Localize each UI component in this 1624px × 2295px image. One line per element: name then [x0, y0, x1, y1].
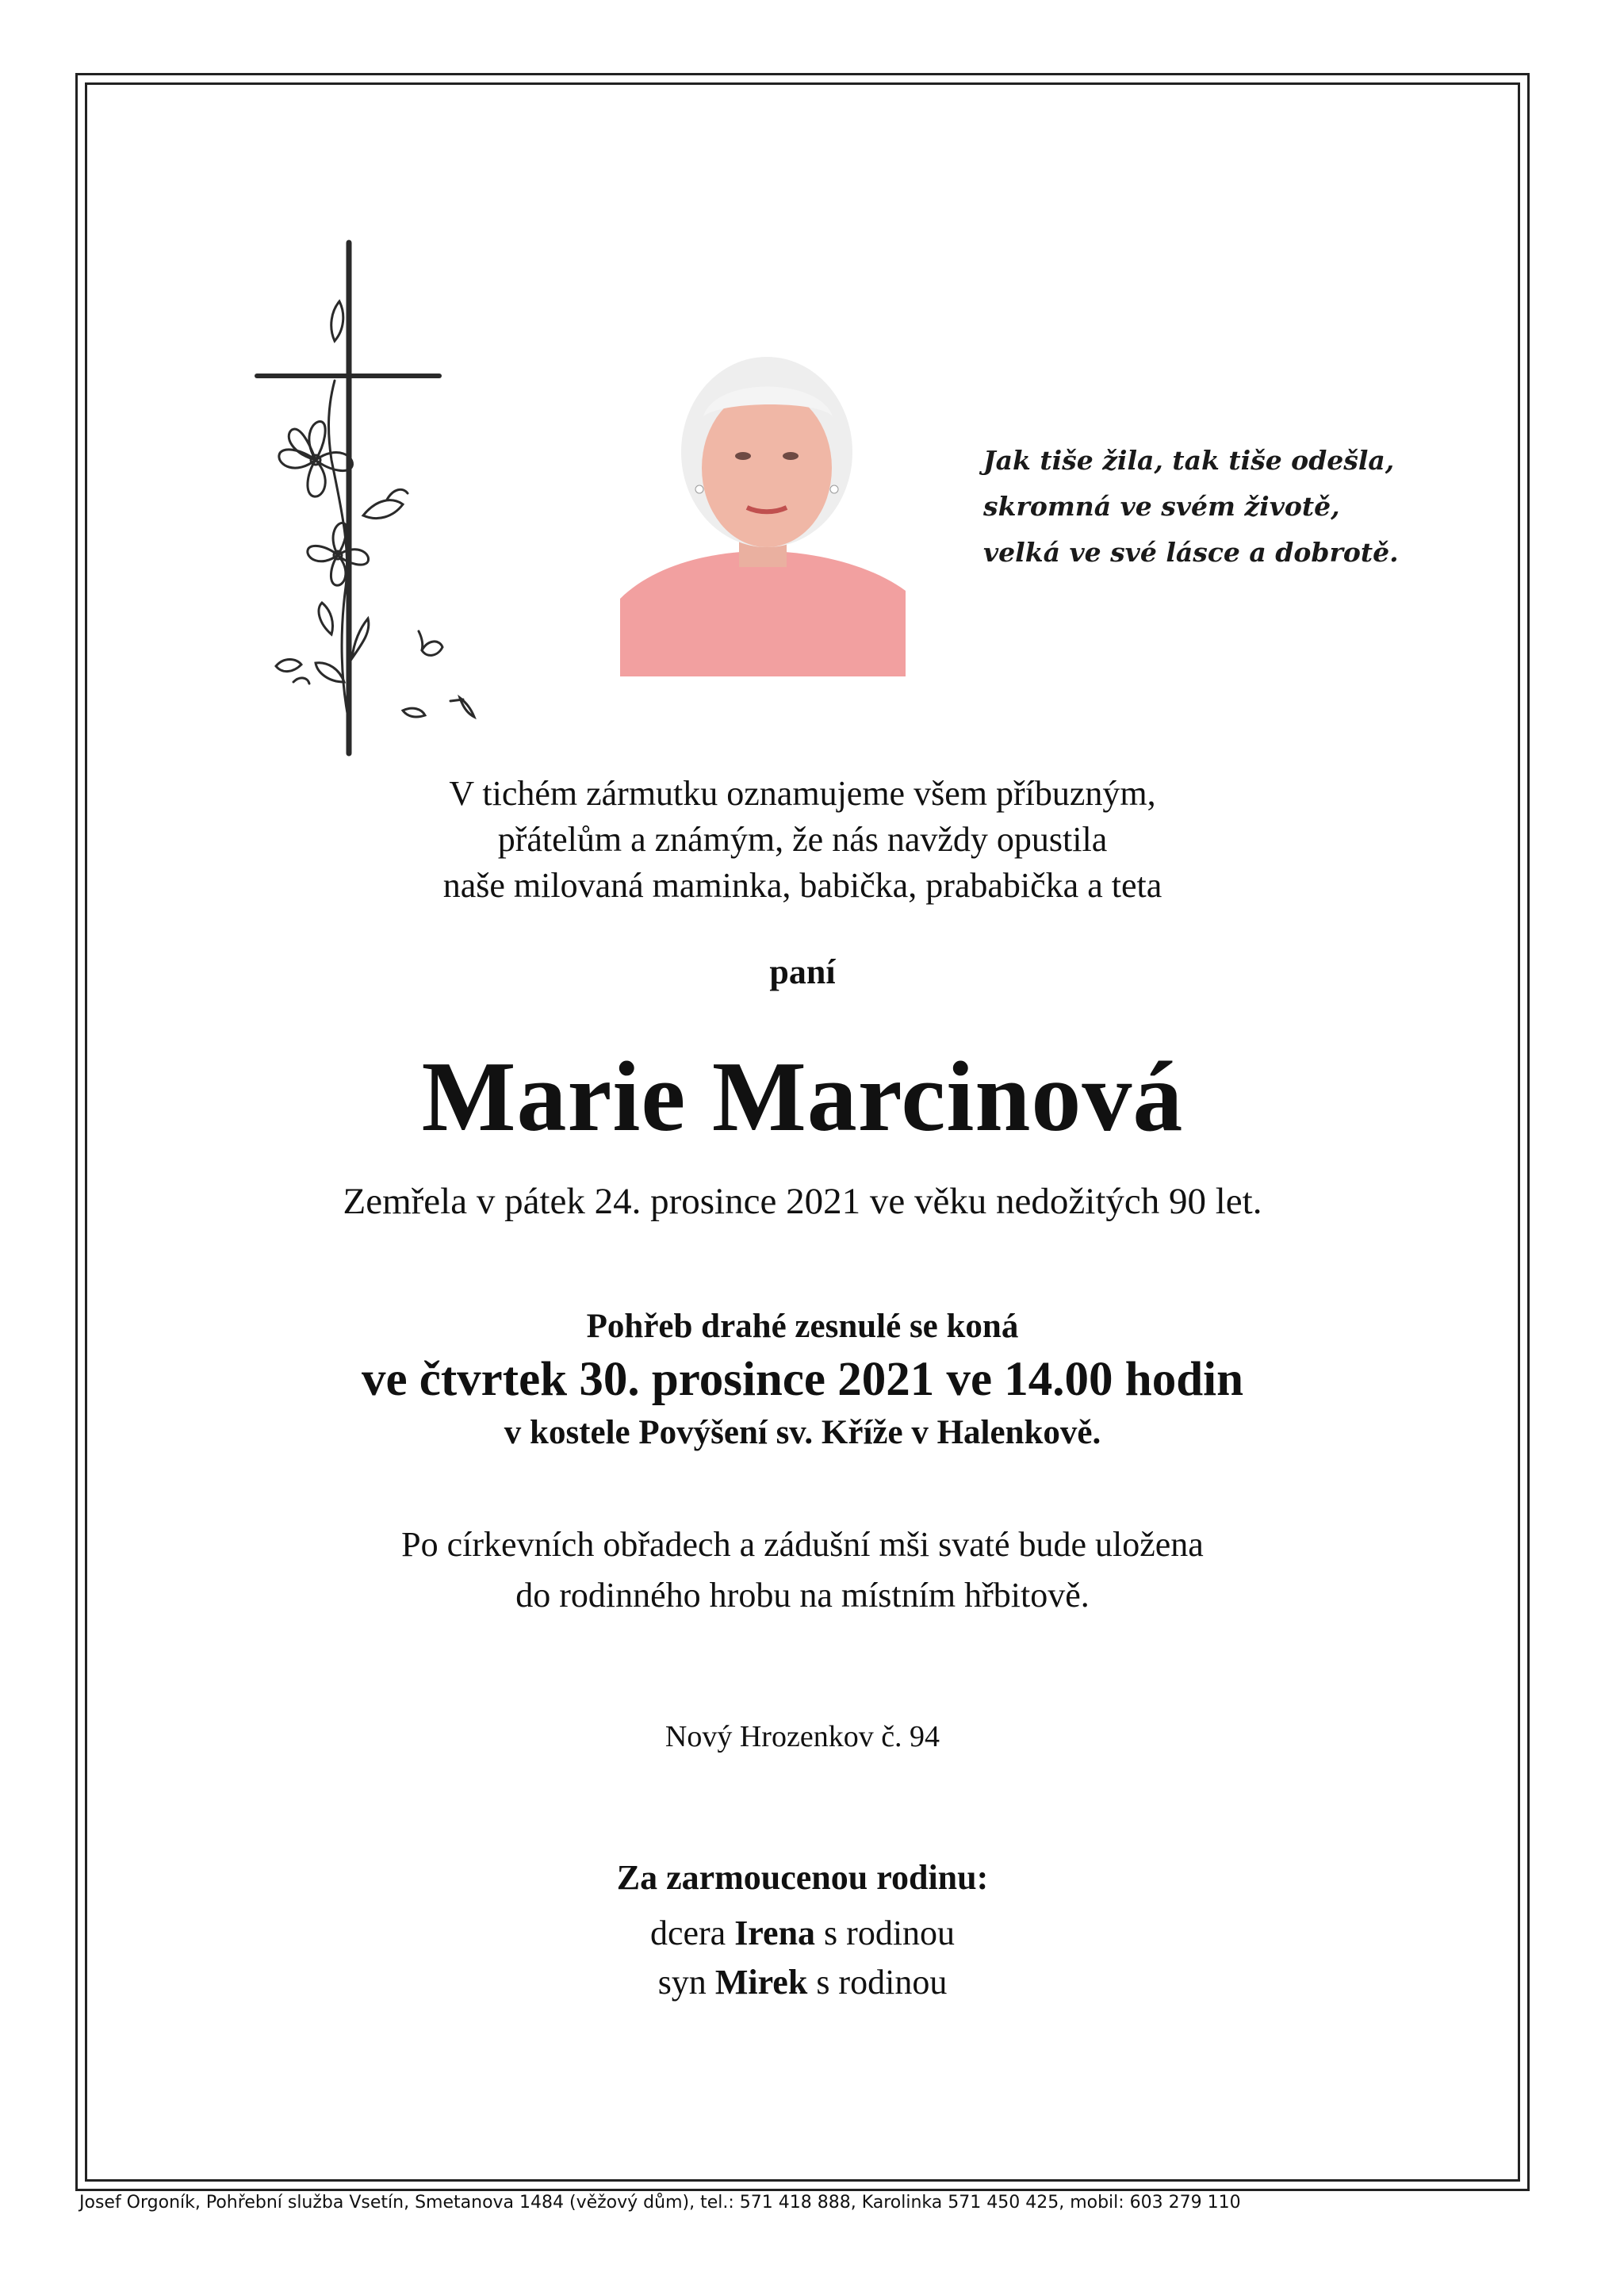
burial-text [85, 1519, 1520, 1621]
poem-line: skromná ve svém životě, [983, 491, 1340, 522]
funeral-place: v kostele Povýšení sv. Kříže v Halenkově. [504, 1414, 1101, 1451]
family-heading: Za zarmoucenou rodinu: [616, 1858, 989, 1897]
address: Nový Hrozenkov č. 94 [665, 1720, 940, 1753]
death-date: Zemřela v pátek 24. prosince 2021 ve věku nedožitých 90 let. [343, 1181, 1262, 1222]
family-member [85, 1913, 1520, 1953]
poem [983, 438, 1399, 576]
funeral-date: ve čtvrtek 30. prosince 2021 ve 14.00 hodin [361, 1353, 1244, 1406]
burial-line: Po církevních obřadech a zádušní mši svaté bude uložena [401, 1525, 1204, 1564]
intro-line: naše milovaná maminka, babička, prababička a teta [442, 866, 1162, 905]
family-relation: syn [657, 1963, 707, 2002]
portrait-photo [620, 313, 906, 676]
family-name: Mirek [714, 1963, 808, 2002]
intro-line: V tichém zármutku oznamujeme všem příbuzným, [449, 774, 1156, 813]
family-name: Irena [734, 1914, 816, 1952]
honorific: paní [769, 952, 836, 991]
poem-line: velká ve své lásce a dobrotě. [983, 537, 1399, 568]
deceased-name: Marie Marcinová [421, 1042, 1184, 1152]
family-relation: dcera [649, 1914, 726, 1952]
family-member [85, 1962, 1520, 2002]
funeral-heading: Pohřeb drahé zesnulé se koná [586, 1308, 1019, 1345]
family-suffix: s rodinou [824, 1914, 956, 1952]
funeral-service-footer: Josef Orgoník, Pohřební služba Vsetín, Smetanova 1484 (věžový dům), tel.: 571 418 888, Karolinka 571 450 425, mobil: 603 279 110 [79, 2193, 1241, 2213]
poem-line: Jak tiše žila, tak tiše odešla, [983, 445, 1395, 476]
intro-text [85, 771, 1520, 909]
burial-line: do rodinného hrobu na místním hřbitově. [515, 1576, 1090, 1615]
cross-flower-icon [252, 238, 506, 761]
intro-line: přátelům a známým, že nás navždy opustila [497, 820, 1108, 859]
family-suffix: s rodinou [816, 1963, 948, 2002]
